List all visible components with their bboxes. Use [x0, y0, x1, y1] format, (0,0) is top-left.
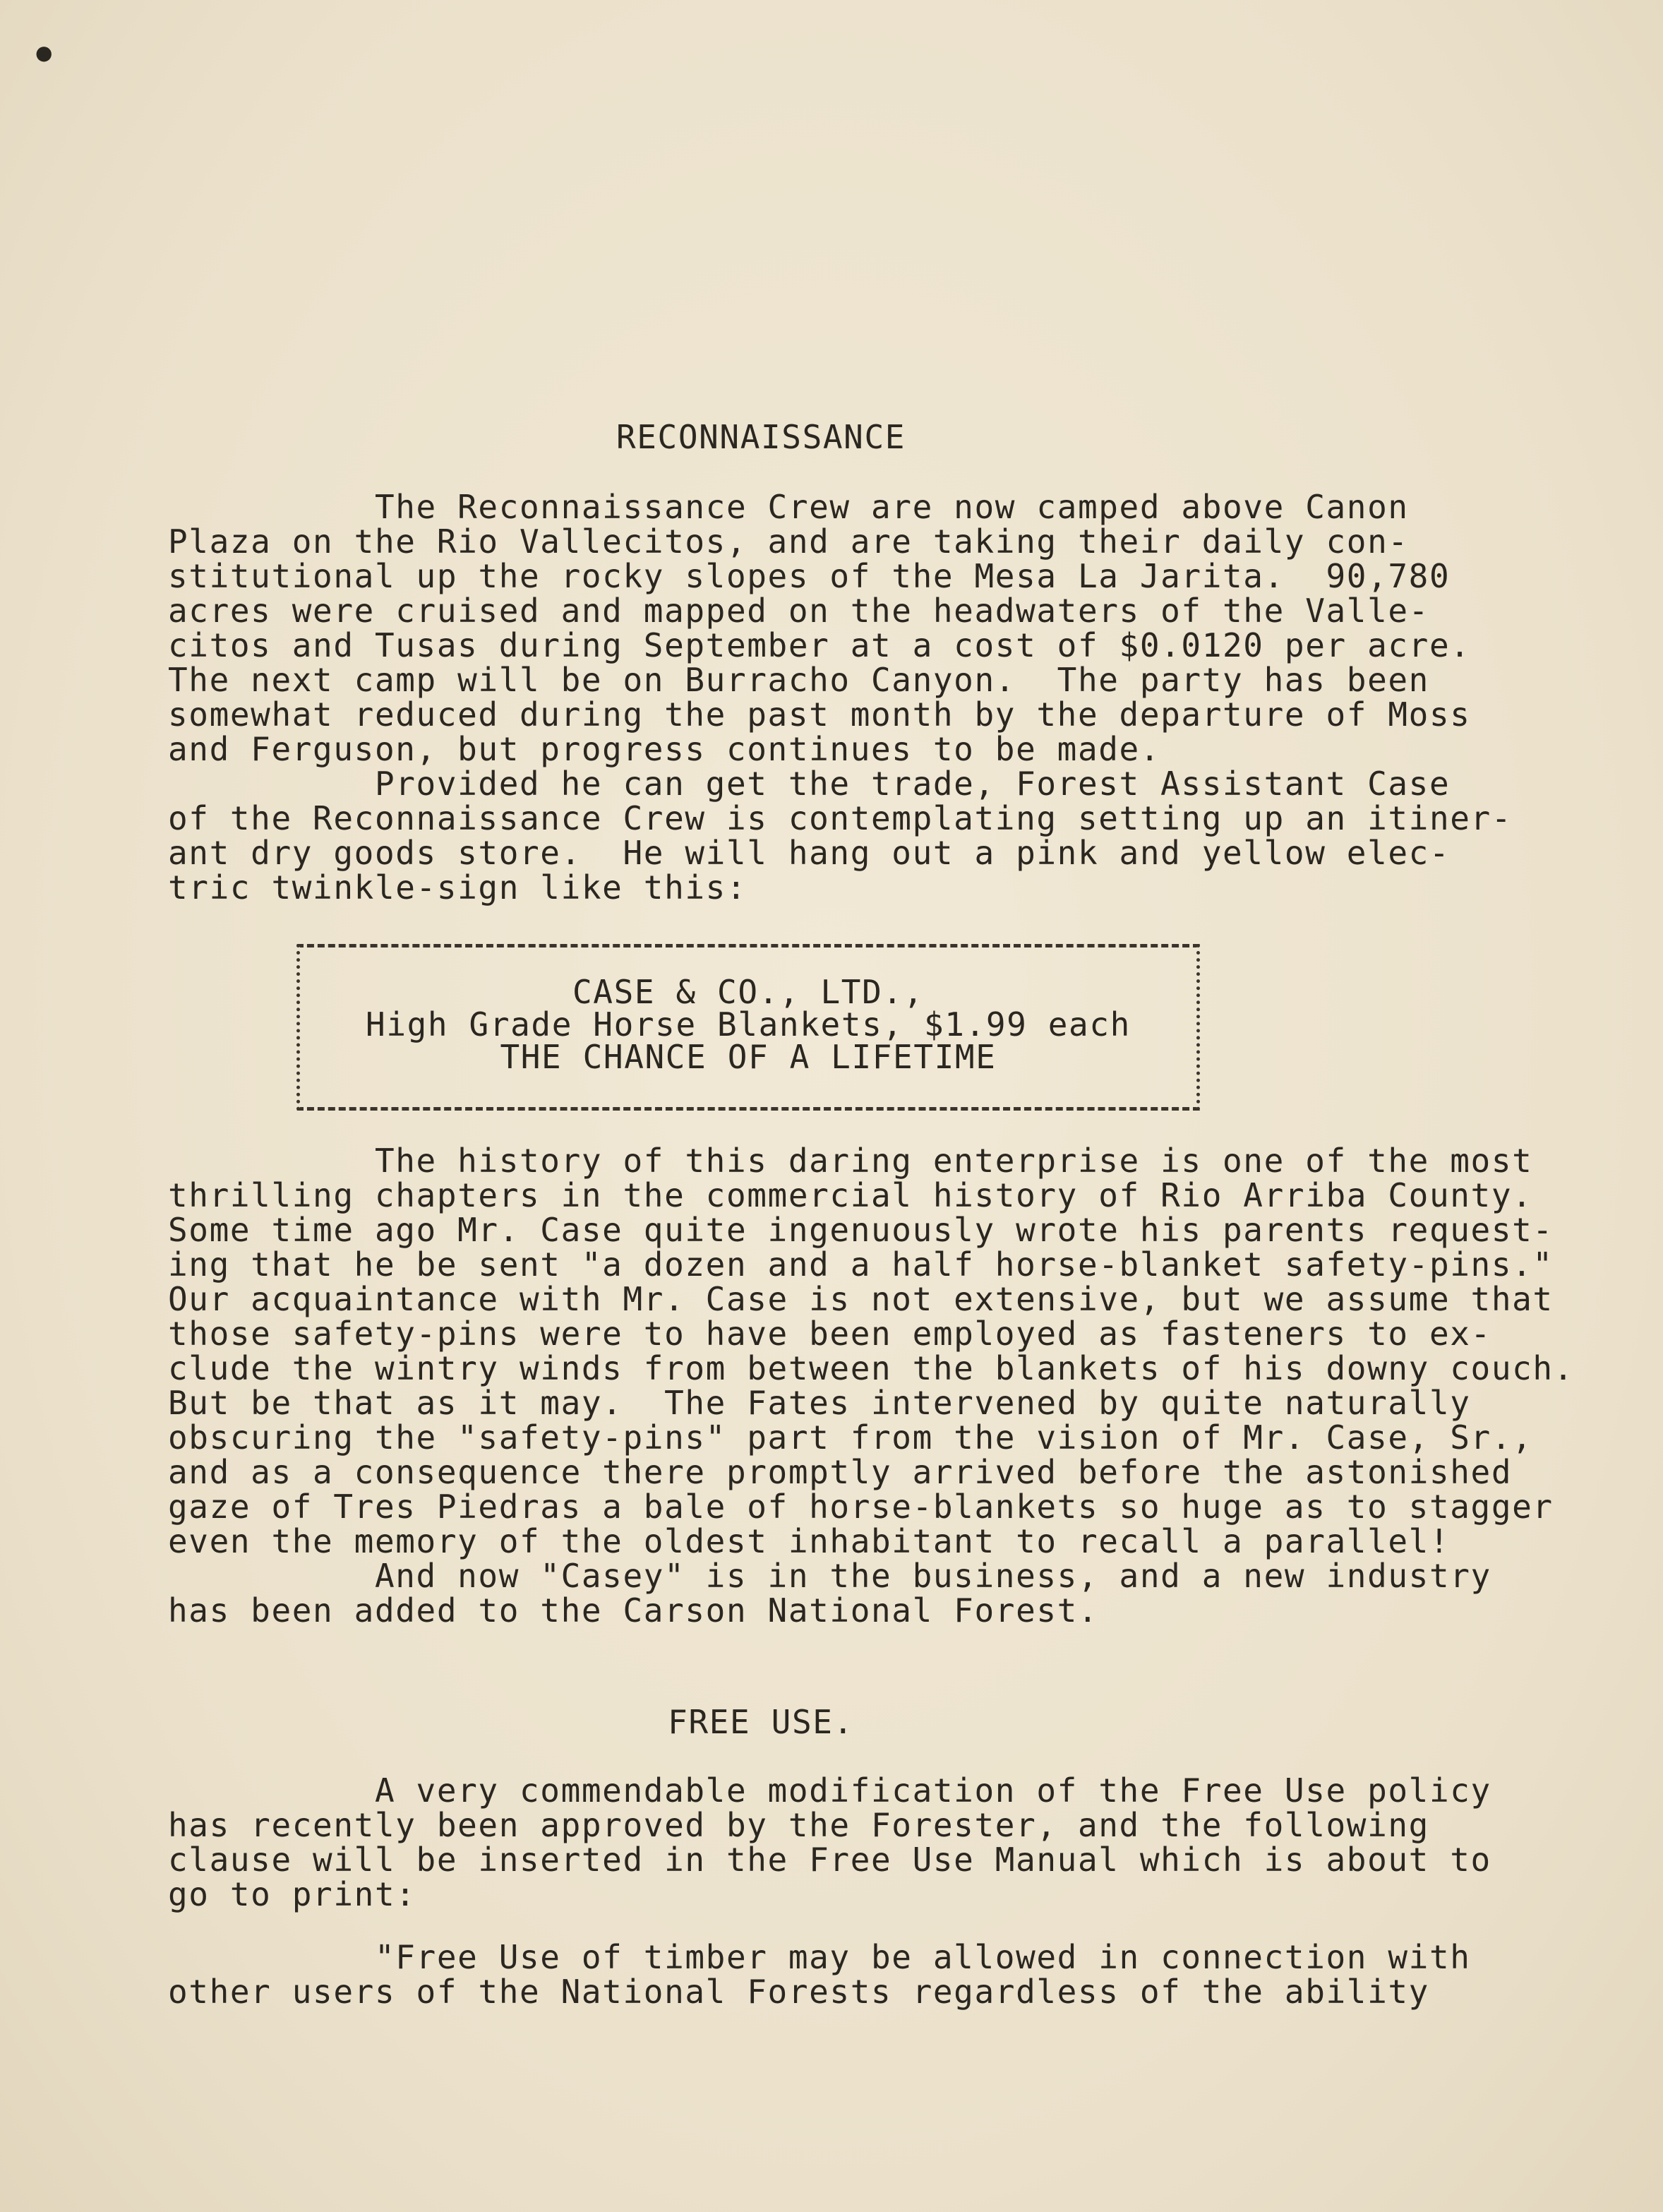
sign-line: THE CHANCE OF A LIFETIME — [500, 1038, 997, 1076]
reconnaissance-paragraph-2 — [168, 767, 1580, 905]
text-line: thrilling chapters in the commercial history of Rio Arriba County. — [168, 1176, 1533, 1214]
text-line: tric twinkle-sign like this: — [168, 868, 748, 907]
text-line: Provided he can get the trade, Forest Assistant Case — [168, 765, 1451, 803]
text-line: Our acquaintance with Mr. Case is not extensive, but we assume that — [168, 1280, 1554, 1318]
margin-dot: ● — [35, 41, 53, 64]
text-line: Some time ago Mr. Case quite ingenuously wrote his parents request- — [168, 1211, 1554, 1249]
text-line: stitutional up the rocky slopes of the Mesa La Jarita. 90,780 — [168, 557, 1451, 595]
text-line: clause will be inserted in the Free Use Manual which is about to — [168, 1841, 1491, 1879]
reconnaissance-paragraph-4 — [168, 1559, 1580, 1628]
free-use-paragraph — [168, 1771, 1580, 1913]
text-line: acres were cruised and mapped on the headwaters of the Valle- — [168, 592, 1429, 630]
text-line: somewhat reduced during the past month by the departure of Moss — [168, 695, 1471, 734]
text-line: those safety-pins were to have been employed as fasteners to ex- — [168, 1315, 1491, 1353]
reconnaissance-paragraph-3 — [168, 1144, 1580, 1559]
text-line: The next camp will be on Burracho Canyon. The party has been — [168, 661, 1429, 699]
text-line: go to print: — [168, 1875, 416, 1913]
text-line: even the memory of the oldest inhabitant to recall a parallel! — [168, 1522, 1451, 1560]
text-line: A very commendable modification of the Free Use policy — [168, 1771, 1491, 1810]
reconnaissance-heading: RECONNAISSANCE — [616, 418, 906, 456]
free-use-heading: FREE USE. — [668, 1703, 854, 1741]
text-line: Plaza on the Rio Vallecitos, and are taking their daily con- — [168, 522, 1409, 561]
free-use-quote — [168, 1940, 1580, 2009]
text-line: "Free Use of timber may be allowed in connection with — [168, 1938, 1471, 1976]
text-line: and Ferguson, but progress continues to be made. — [168, 730, 1161, 768]
text-line: obscuring the "safety-pins" part from the vision of Mr. Case, Sr., — [168, 1418, 1533, 1457]
sign-box — [296, 944, 1200, 1111]
text-line: The Reconnaissance Crew are now camped above Canon — [168, 488, 1409, 526]
text-line: But be that as it may. The Fates intervened by quite naturally — [168, 1384, 1471, 1422]
text-line: The history of this daring enterprise is one of the most — [168, 1142, 1533, 1180]
text-line: gaze of Tres Piedras a bale of horse-blankets so huge as to stagger — [168, 1488, 1554, 1526]
text-line: ing that he be sent "a dozen and a half horse-blanket safety-pins." — [168, 1245, 1554, 1284]
sign-line: CASE & CO., LTD., — [572, 973, 924, 1011]
text-line: citos and Tusas during September at a cost of $0.0120 per acre. — [168, 626, 1471, 664]
sign-line: High Grade Horse Blankets, $1.99 each — [366, 1005, 1131, 1044]
text-line: other users of the National Forests regardless of the ability — [168, 1973, 1429, 2011]
text-line: ant dry goods store. He will hang out a pink and yellow elec- — [168, 834, 1451, 872]
text-line: and as a consequence there promptly arrived before the astonished — [168, 1453, 1513, 1491]
text-line: has recently been approved by the Forester, and the following — [168, 1806, 1429, 1844]
reconnaissance-paragraph-1 — [168, 490, 1580, 767]
text-line: And now "Casey" is in the business, and a new industry — [168, 1557, 1491, 1595]
text-line: has been added to the Carson National Forest. — [168, 1591, 1099, 1630]
text-line: of the Reconnaissance Crew is contemplating setting up an itiner- — [168, 799, 1513, 837]
text-line: clude the wintry winds from between the blankets of his downy couch. — [168, 1349, 1575, 1387]
